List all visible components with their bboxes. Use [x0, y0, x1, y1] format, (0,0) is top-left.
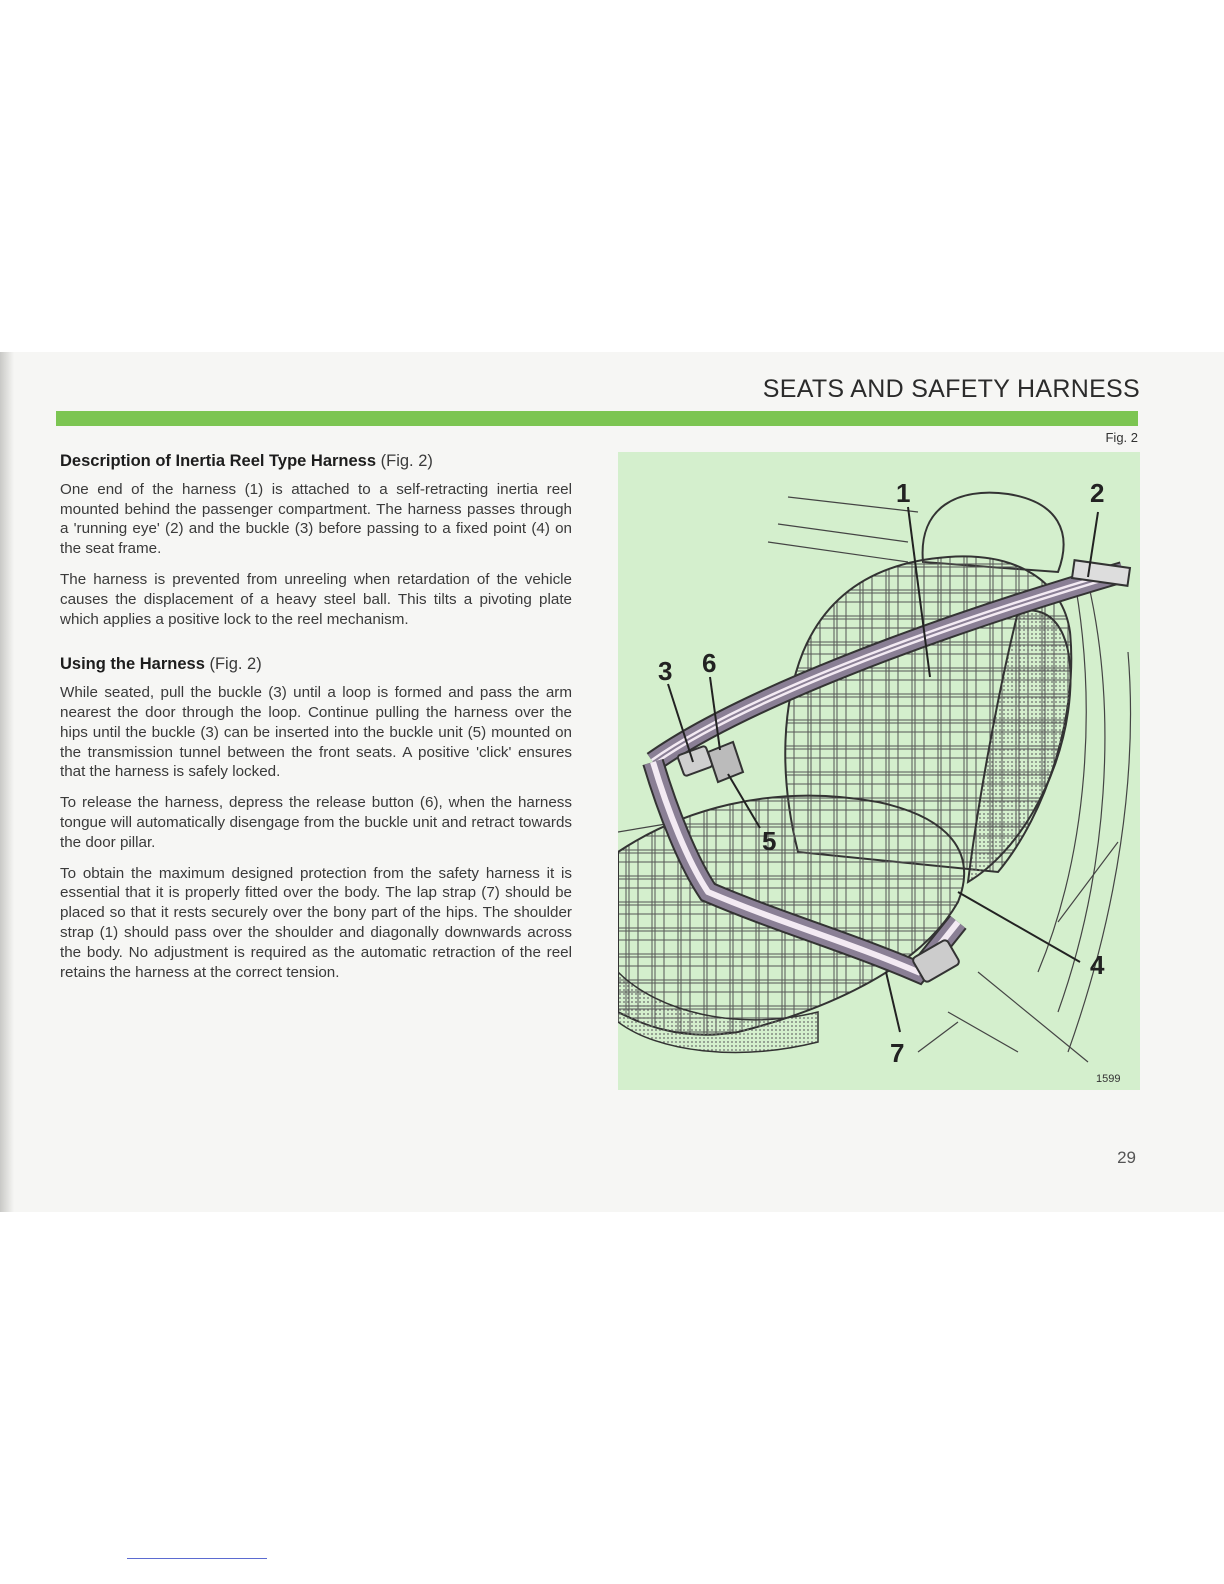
paragraph: To release the harness, depress the release button (6), when the harness tongue will automatically disengage from the buckle unit and retract towards the door pillar. [60, 794, 572, 851]
label-5: 5 [762, 826, 777, 856]
heading-using-text: Using the Harness [60, 655, 205, 674]
paragraph: To obtain the maximum designed protection from the safety harness it is essential that it is properly fitted over the body. The lap strap (7) should be placed so that it rests securely over the bony part of the hips. The shoulder strap (1) should pass over the shoulder and diagonally downwards across the body. No adjustment is required as the automatic retraction of the reel retains the harness at the correct tension. [60, 864, 572, 981]
paragraph: The harness is prevented from unreeling when retardation of the vehicle causes the displacement of a heavy steel ball. This tilts a pivoting plate which applies a positive lock to the reel mechanism. [60, 570, 572, 628]
label-7: 7 [890, 1038, 905, 1068]
label-4: 4 [1090, 950, 1105, 980]
label-6: 6 [702, 648, 717, 678]
label-1: 1 [896, 478, 911, 508]
paragraph: While seated, pull the buckle (3) until a loop is formed and pass the arm nearest the door through the loop. Continue pulling the harness over the hips until the buckle (3) can be inserted into the buckle unit (5) mounted on the transmission tunnel between the front seats. A positive 'click' ensures that the harness is safely locked. [60, 684, 572, 781]
figure-ref-number: 1599 [1096, 1073, 1121, 1085]
heading-using-ref: (Fig. 2) [209, 655, 262, 674]
heading-description-ref: (Fig. 2) [380, 452, 433, 470]
bottom-rule [127, 1558, 267, 1559]
buckle-unit [708, 742, 743, 782]
page-number: 29 [1117, 1148, 1136, 1167]
harness-illustration [618, 452, 1140, 1090]
figure-caption: Fig. 2 [1105, 430, 1138, 445]
label-2: 2 [1090, 478, 1105, 508]
paragraph: One end of the harness (1) is attached to a self-retracting inertia reel mounted behind the passenger compartment. The harness passes through a 'running eye' (2) and the buckle (3) before passing to a fixed point (4) on the seat frame. [60, 480, 572, 558]
label-3: 3 [658, 656, 673, 686]
seat-drawing [618, 452, 1140, 1090]
page-edge-shadow [0, 352, 14, 1212]
heading-description-text: Description of Inertia Reel Type Harness [60, 452, 377, 470]
accent-bar [56, 411, 1138, 426]
section-title: SEATS AND SAFETY HARNESS [762, 375, 1140, 403]
heading-using [60, 655, 572, 675]
heading-description [60, 452, 572, 472]
text-column [60, 452, 572, 993]
